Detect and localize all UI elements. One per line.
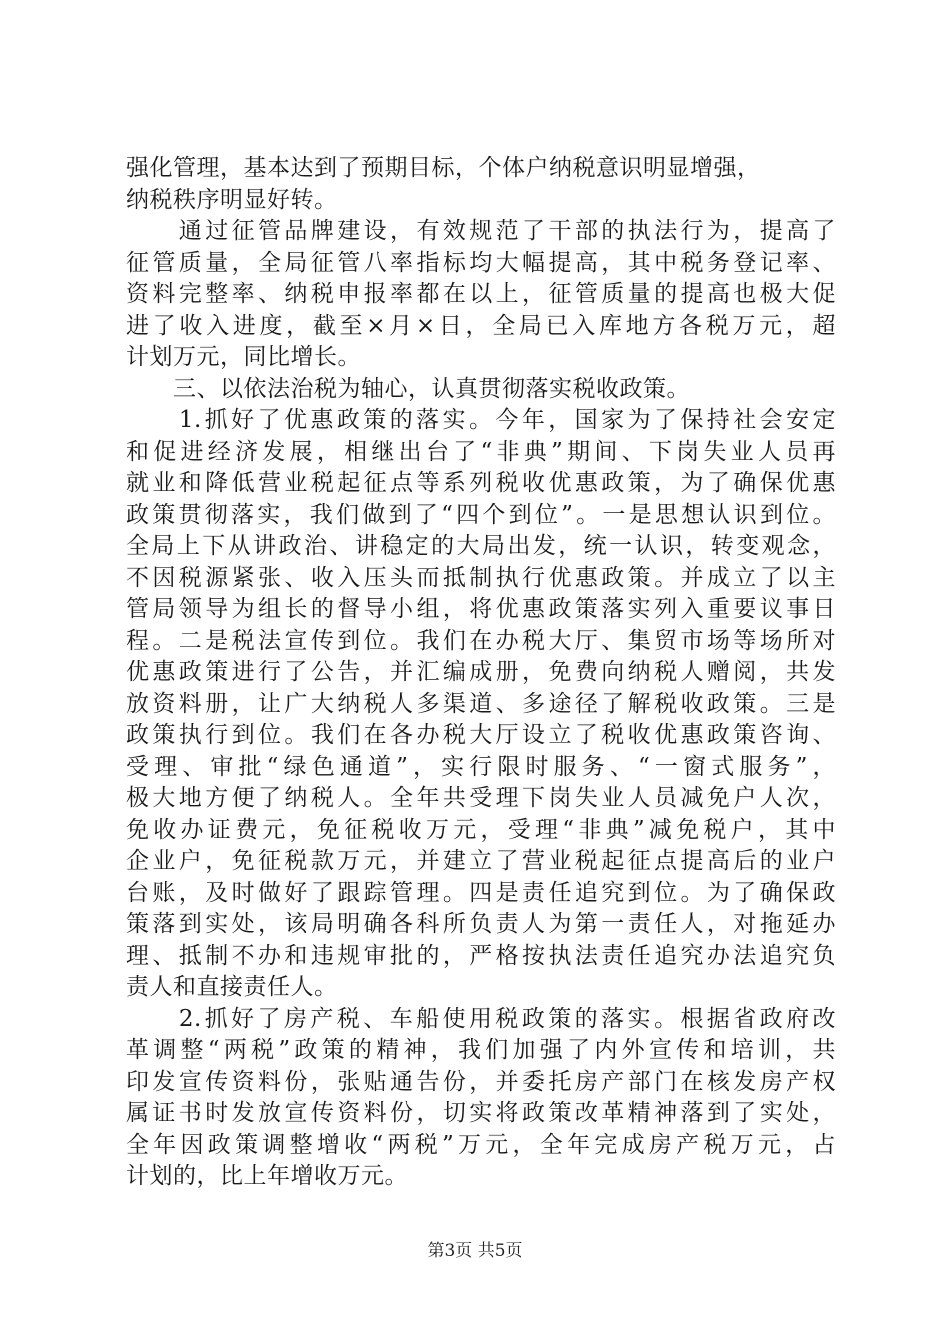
text-line: 企业户，免征税款万元，并建立了营业税起征点提高后的业户 (126, 848, 836, 874)
text-line: 放资料册，让广大纳税人多渠道、多途径了解税收政策。三是 (126, 690, 836, 717)
text-line: 台账，及时做好了跟踪管理。四是责任追究到位。为了确保政 (126, 879, 836, 906)
text-line: 印发宣传资料份，张贴通告份，并委托房产部门在核发房产权 (126, 1068, 836, 1095)
text-line: 管局领导为组长的督导小组，将优惠政策落实列入重要议事日 (126, 596, 836, 622)
text-line: 理、抵制不办和违规审批的，严格按执法责任追究办法追究负 (126, 942, 836, 969)
text-line: 极大地方便了纳税人。全年共受理下岗失业人员减免户人次， (126, 785, 836, 811)
text-line: 不因税源紧张、收入压头而抵制执行优惠政策。并成立了以主 (126, 564, 836, 591)
text-line: 免收办证费元，免征税收万元，受理“非典”减免税户，其中 (126, 816, 836, 843)
page-number-footer: 第3页 共5页 (427, 1241, 523, 1261)
text-line: 就业和降低营业税起征点等系列税收优惠政策，为了确保优惠 (126, 470, 836, 496)
text-line: 策落到实处，该局明确各科所负责人为第一责任人，对拖延办 (126, 911, 836, 937)
text-line: 责人和直接责任人。 (126, 974, 338, 1000)
text-line: 政策执行到位。我们在各办税大厅设立了税收优惠政策咨询、 (126, 722, 836, 748)
text-line: 征管质量，全局征管八率指标均大幅提高，其中税务登记率、 (126, 249, 836, 276)
text-line: 革调整“两税”政策的精神，我们加强了内外宣传和培训，共 (126, 1037, 836, 1063)
text-line: 优惠政策进行了公告，并汇编成册，免费向纳税人赠阅，共发 (126, 659, 836, 685)
text-line: 纳税秩序明显好转。 (126, 186, 338, 213)
text-line: 计划万元，同比增长。 (126, 344, 361, 370)
text-line: 全年因政策调整增收“两税”万元，全年完成房产税万元，占 (126, 1131, 836, 1158)
text-line: 属证书时发放宣传资料份，切实将政策改革精神落到了实处， (126, 1100, 836, 1126)
text-line: 政策贯彻落实，我们做到了“四个到位”。一是思想认识到位。 (126, 501, 836, 528)
text-line: 资料完整率、纳税申报率都在以上，征管质量的提高也极大促 (126, 281, 836, 307)
text-line: 2.抓好了房产税、车船使用税政策的落实。根据省政府改 (126, 1005, 836, 1032)
text-line: 进了收入进度，截至×月×日，全局已入库地方各税万元，超 (126, 312, 836, 339)
text-line: 计划的，比上年增收万元。 (126, 1163, 408, 1189)
text-line: 全局上下从讲政治、讲稳定的大局出发，统一认识，转变观念， (126, 533, 836, 559)
text-line: 和促进经济发展，相继出台了“非典”期间、下岗失业人员再 (126, 438, 836, 465)
text-line: 1.抓好了优惠政策的落实。今年，国家为了保持社会安定 (126, 407, 836, 433)
text-line: 通过征管品牌建设，有效规范了干部的执法行为，提高了 (126, 218, 836, 244)
text-line: 受理、审批“绿色通道”，实行限时服务、“一窗式服务”， (126, 753, 836, 780)
document-body (126, 153, 836, 1193)
section-heading: 三、以依法治税为轴心，认真贯彻落实税收政策。 (126, 375, 690, 402)
text-line: 强化管理，基本达到了预期目标，个体户纳税意识明显增强， (126, 155, 761, 181)
text-line: 程。二是税法宣传到位。我们在办税大厅、集贸市场等场所对 (126, 627, 836, 654)
